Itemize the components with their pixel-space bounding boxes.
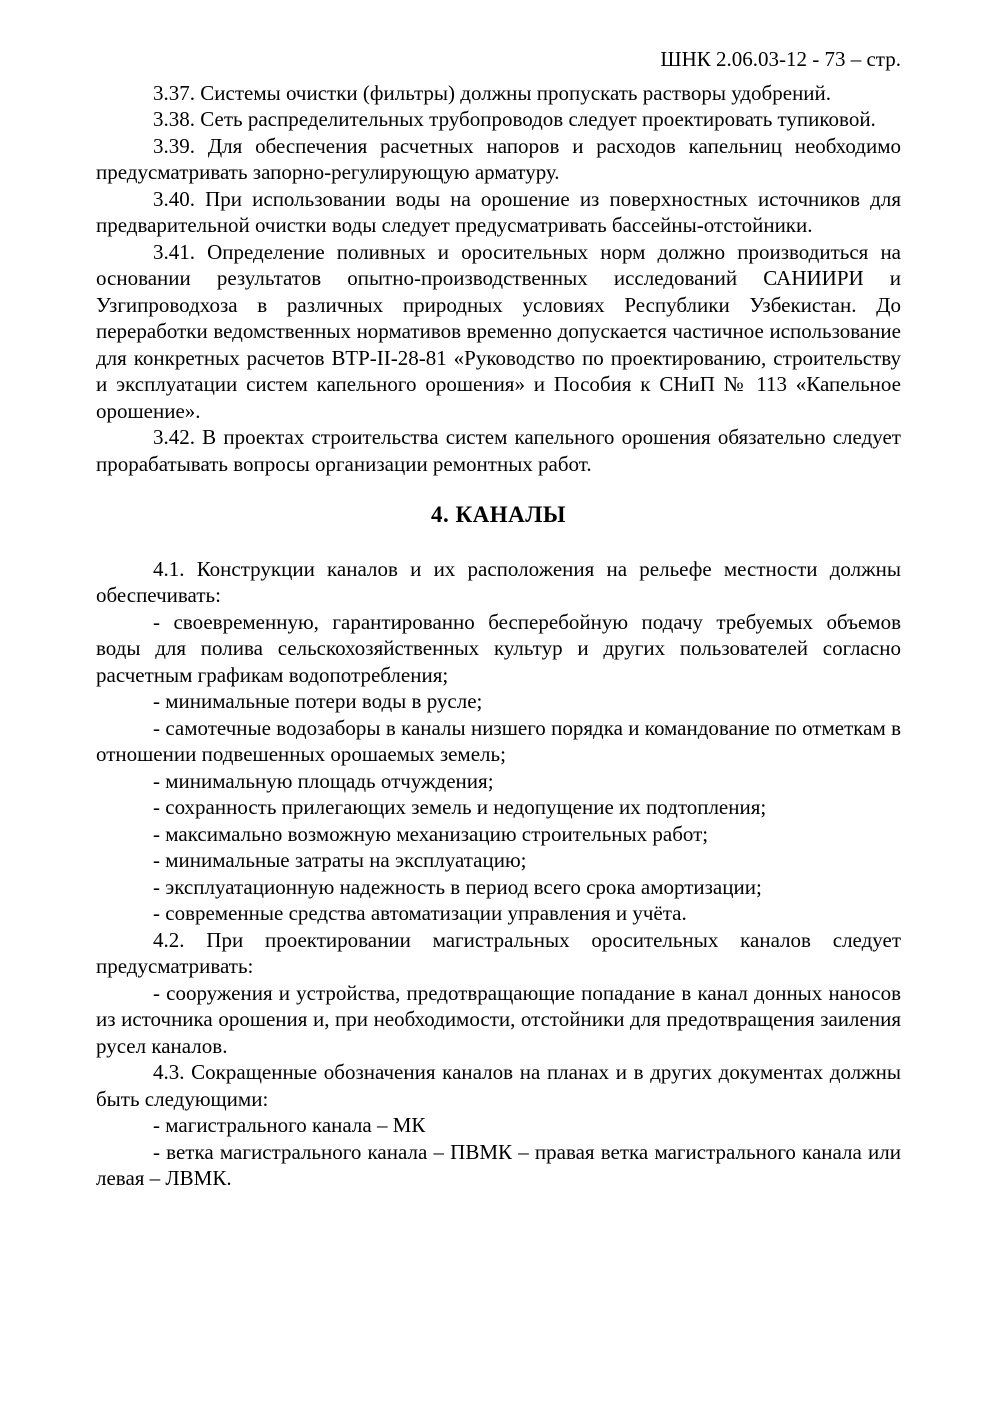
paragraph-4-2: 4.2. При проектировании магистральных оросительных каналов следует предусматривать: (96, 927, 901, 978)
list-item-pvmk-abbreviation: - ветка магистрального канала – ПВМК – правая ветка магистрального канала или левая – ЛВМК. (96, 1139, 901, 1190)
list-item-reliability: - эксплуатационную надежность в период всего срока амортизации; (153, 874, 762, 899)
list-item-automation: - современные средства автоматизации управления и учёта. (153, 901, 687, 925)
list-item-mk-abbreviation: - магистрального канала – МК (153, 1113, 426, 1137)
paragraph-3-40: 3.40. При использовании воды на орошение из поверхностных источников для предварительной очистки воды следует предусматривать бассейны-отстойники. (96, 186, 901, 237)
list-item-water-losses: - минимальные потери воды в русле; (153, 689, 483, 713)
list-item-mechanization: - максимально возможную механизацию строительных работ; (153, 821, 709, 846)
list-item-gravity-intakes: - самотечные водозаборы в каналы низшего порядка и командование по отметкам в отношении подвешенных орошаемых земель; (96, 715, 901, 766)
page-header-text: ШНК 2.06.03-12 - 73 – стр. (660, 47, 901, 71)
page-header (96, 46, 901, 73)
paragraph-3-38: 3.38. Сеть распределительных трубопроводов следует проектировать тупиковой. (153, 107, 876, 131)
list-item-min-area: - минимальную площадь отчуждения; (153, 768, 494, 793)
list-item-land-preservation: - сохранность прилегающих земель и недопущение их подтопления; (153, 795, 767, 819)
list-item-water-supply: - своевременную, гарантированно бесперебойную подачу требуемых объемов воды для полива сельскохозяйственных культур и других пользователей согласно расчетным графикам водопотребления; (96, 609, 901, 687)
paragraph-3-37: 3.37. Системы очистки (фильтры) должны пропускать растворы удобрений. (153, 80, 832, 105)
list-item-sediment-structures: - сооружения и устройства, предотвращающие попадание в канал донных наносов из источника орошения и, при необходимости, отстойники для предотвращения заиления русел каналов. (96, 980, 901, 1058)
paragraph-3-39: 3.39. Для обеспечения расчетных напоров и расходов капельниц необходимо предусматривать запорно-регулирующую арматуру. (96, 133, 901, 184)
paragraph-3-41: 3.41. Определение поливных и оросительных норм должно производиться на основании результатов опытно-производственных исследований САНИИРИ и Узгипроводхоза в различных природных условиях Республики Узбекистан. До переработки ведомственных нормативов временно допускается частичное использование для конкретных расчетов ВТР-II-28-81 «Руководство по проектированию, строительству и эксплуатации систем капельного орошения» и Пособия к СНиП № 113 «Капельное орошение». (96, 239, 901, 423)
paragraph-3-42: 3.42. В проектах строительства систем капельного орошения обязательно следует прорабатывать вопросы организации ремонтных работ. (96, 425, 901, 476)
section-4-heading: 4. КАНАЛЫ (430, 502, 566, 527)
list-item-min-costs: - минимальные затраты на эксплуатацию; (153, 848, 527, 872)
paragraph-4-3: 4.3. Сокращенные обозначения каналов на планах и в других документах должны быть следующими: (96, 1060, 901, 1111)
paragraph-4-1: 4.1. Конструкции каналов и их расположения на рельефе местности должны обеспечивать: (96, 556, 901, 607)
